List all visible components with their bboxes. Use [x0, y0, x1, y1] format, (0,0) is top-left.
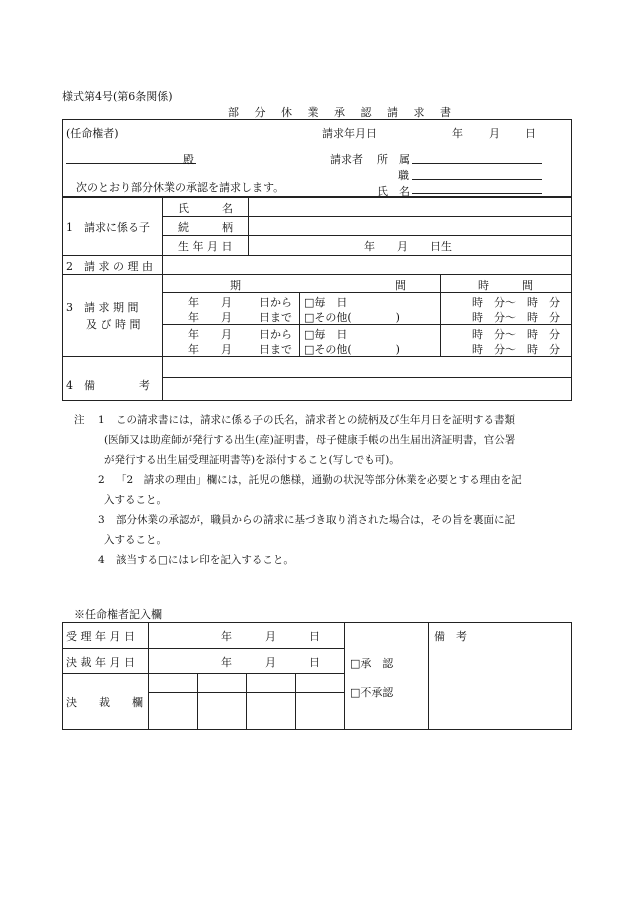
dono-label: 殿 [183, 153, 194, 166]
period-d: 日から [259, 328, 292, 341]
period-ym: 年 月 [188, 328, 232, 341]
option-other[interactable]: □その他( ) [304, 311, 400, 324]
option-every-day[interactable]: □毎 日 [304, 328, 348, 341]
job-label: 職 [398, 169, 409, 182]
notes-head: 注 [74, 414, 85, 426]
disapprove-checkbox[interactable]: □不承認 [350, 686, 394, 699]
job-line[interactable] [412, 179, 542, 180]
note-text: 該当する□にはレ印を記入すること。 [116, 554, 294, 566]
period-d: 日から [259, 296, 292, 309]
note-number: 3 [98, 514, 105, 526]
note-text: 入すること。 [104, 534, 167, 546]
period-ym: 年 月 [188, 296, 232, 309]
note-text: 入すること。 [104, 494, 167, 506]
time-range: 時 分〜 時 分 [472, 296, 560, 309]
decision-field-label: 決 裁 欄 [66, 696, 143, 709]
birth-value: 年 月 日生 [364, 240, 452, 253]
year-label: 年 [452, 127, 463, 140]
note-text: この請求書には，請求に係る子の氏名，請求者との続柄及び生年月日を証明する書類 [116, 414, 515, 426]
decision-date-value: 年 月 日 [221, 656, 320, 669]
name-label: 氏 名 [377, 185, 410, 198]
note-text: 「2 請求の理由」欄には，託児の態様，通勤の状況等部分休業を必要とする理由を記 [116, 474, 522, 486]
form-number: 様式第4号(第6条関係) [62, 90, 173, 103]
appointer-name-line[interactable] [66, 163, 196, 164]
name-line[interactable] [412, 193, 542, 194]
option-other[interactable]: □その他( ) [304, 343, 400, 356]
note-text: 部分休業の承認が，職員からの請求に基づき取り消された場合は，その旨を裏面に記 [116, 514, 515, 526]
option-every-day[interactable]: □毎 日 [304, 296, 348, 309]
period-d: 日まで [259, 311, 292, 324]
time-header: 時 間 [478, 279, 533, 292]
request-text: 次のとおり部分休業の承認を請求します。 [76, 181, 285, 194]
request-date-label: 請求年月日 [322, 127, 377, 140]
affiliation-line[interactable] [412, 163, 542, 164]
row1-label: 1 請求に係る子 [66, 221, 150, 234]
period-header: 期 間 [230, 279, 406, 292]
period-d: 日まで [259, 343, 292, 356]
decision-date-label: 決 裁 年 月 日 [66, 656, 135, 669]
remarks-label: 備 考 [434, 630, 467, 643]
period-ym: 年 月 [188, 311, 232, 324]
appointer-label: (任命権者) [66, 127, 119, 140]
day-label: 日 [525, 127, 536, 140]
note-number: 4 [98, 554, 105, 566]
receipt-date-label: 受 理 年 月 日 [66, 630, 135, 643]
affiliation-label: 所 属 [377, 153, 410, 166]
period-ym: 年 月 [188, 343, 232, 356]
page-title: 部 分 休 業 承 認 請 求 書 [228, 106, 457, 119]
time-range: 時 分〜 時 分 [472, 328, 560, 341]
child-name-label: 氏 名 [178, 202, 233, 215]
receipt-date-value: 年 月 日 [221, 630, 320, 643]
row2-label: 2 請 求 の 理 由 [66, 260, 153, 273]
requester-label: 請求者 [330, 153, 363, 166]
note-text: が発行する出生届受理証明書等)を添付すること(写しでも可)。 [104, 454, 400, 466]
note-number: 1 [98, 414, 105, 426]
approve-checkbox[interactable]: □承 認 [350, 657, 394, 670]
row4-label: 4 備 考 [66, 379, 150, 392]
birth-label: 生 年 月 日 [178, 240, 233, 253]
note-number: 2 [98, 474, 105, 486]
row3-label-1: 3 請 求 期 間 [66, 301, 139, 314]
appointer-section-title: ※任命権者記入欄 [74, 608, 162, 621]
time-range: 時 分〜 時 分 [472, 343, 560, 356]
month-label: 月 [489, 127, 500, 140]
row3-label-2: 及 び 時 間 [86, 318, 141, 331]
relation-label: 続 柄 [178, 221, 233, 234]
note-text: (医師又は助産師が発行する出生(産)証明書，母子健康手帳の出生届出済証明書，官公署 [104, 434, 516, 446]
time-range: 時 分〜 時 分 [472, 311, 560, 324]
